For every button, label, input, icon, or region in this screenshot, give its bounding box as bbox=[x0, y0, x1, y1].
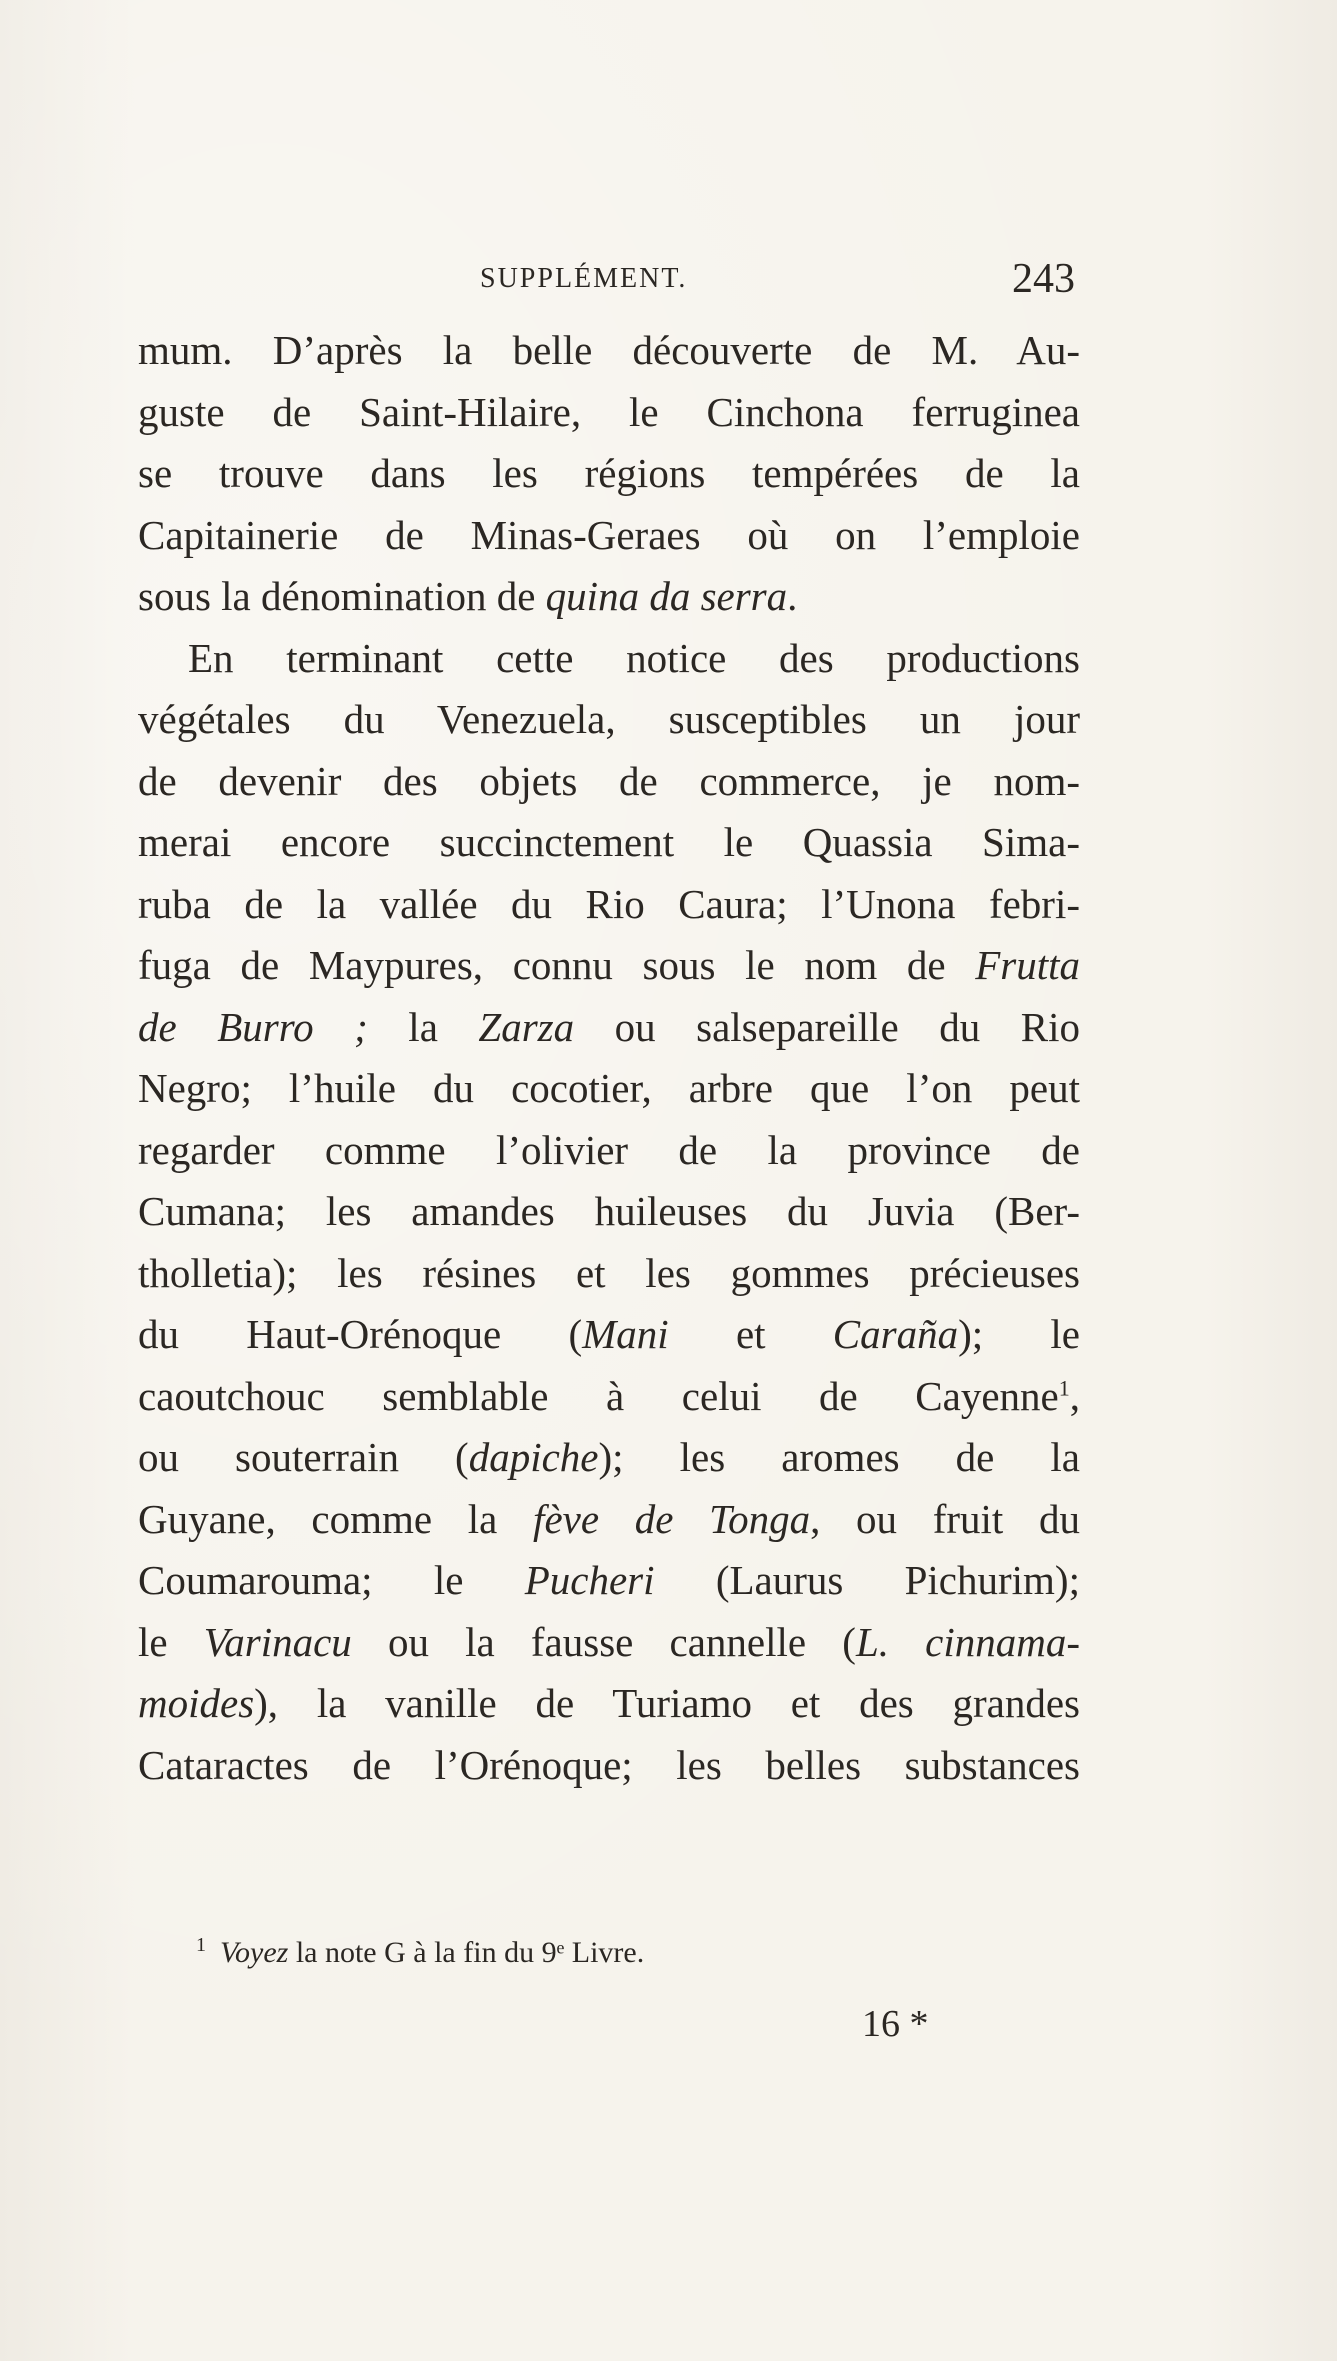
text-line: de Burro ; la Zarza ou salsepareille du Rio bbox=[138, 1003, 1080, 1050]
text-line: guste de Saint-Hilaire, le Cinchona ferruginea bbox=[138, 388, 1080, 435]
text-line: fuga de Maypures, connu sous le nom de Frutta bbox=[138, 942, 1080, 988]
body-text bbox=[138, 320, 1080, 1796]
text-line: mum. D’après la belle découverte de M. Au- bbox=[138, 327, 1080, 373]
running-head-title: SUPPLÉMENT. bbox=[480, 263, 688, 294]
text-line: regarder comme l’olivier de la province de bbox=[138, 1126, 1080, 1173]
printer-signature: 16 * bbox=[862, 2003, 929, 2045]
footnote-reference: 1 bbox=[1058, 1374, 1070, 1400]
text-line: ruba de la vallée du Rio Caura; l’Unona febri- bbox=[138, 880, 1080, 927]
paragraph-start-line: En terminant cette notice des productions bbox=[188, 634, 1080, 681]
text-line: Cumana; les amandes huileuses du Juvia (Ber- bbox=[138, 1188, 1080, 1234]
text-line: moides), la vanille de Turiamo et des grandes bbox=[138, 1680, 1080, 1726]
text-line: Cataractes de l’Orénoque; les belles substances bbox=[138, 1741, 1080, 1788]
text-line: ou souterrain (dapiche); les aromes de la bbox=[138, 1434, 1080, 1480]
text-line: végétales du Venezuela, susceptibles un jour bbox=[138, 696, 1080, 742]
text-line: le Varinacu ou la fausse cannelle (L. cinnama- bbox=[138, 1618, 1081, 1665]
page-number: 243 bbox=[1012, 256, 1075, 302]
text-line: Guyane, comme la fève de Tonga, ou fruit du bbox=[138, 1495, 1080, 1542]
text-line: Coumarouma; le Pucheri (Laurus Pichurim); bbox=[138, 1557, 1080, 1603]
footnote bbox=[196, 1936, 1096, 1970]
text-line: de devenir des objets de commerce, je nom- bbox=[138, 757, 1080, 804]
running-head bbox=[140, 255, 1075, 305]
text-line: se trouve dans les régions tempérées de la bbox=[138, 450, 1080, 496]
footnote-marker: 1 bbox=[196, 1934, 206, 1956]
footnote-italic: Voyez bbox=[220, 1936, 289, 1969]
text-line: Capitainerie de Minas-Geraes où on l’emploie bbox=[138, 511, 1080, 558]
text-line: sous la dénomination de quina da serra. bbox=[138, 573, 798, 619]
text-line: tholletia); les résines et les gommes précieuses bbox=[138, 1249, 1080, 1296]
footnote-text: la note G à la fin du 9ᵉ Livre. bbox=[288, 1936, 645, 1969]
text-line: Negro; l’huile du cocotier, arbre que l’on peut bbox=[138, 1065, 1080, 1111]
text-line: du Haut-Orénoque (Mani et Caraña); le bbox=[138, 1311, 1080, 1357]
text-line: merai encore succinctement le Quassia Sima- bbox=[138, 819, 1080, 865]
text-line: caoutchouc semblable à celui de Cayenne$^1$, bbox=[138, 1372, 1080, 1419]
